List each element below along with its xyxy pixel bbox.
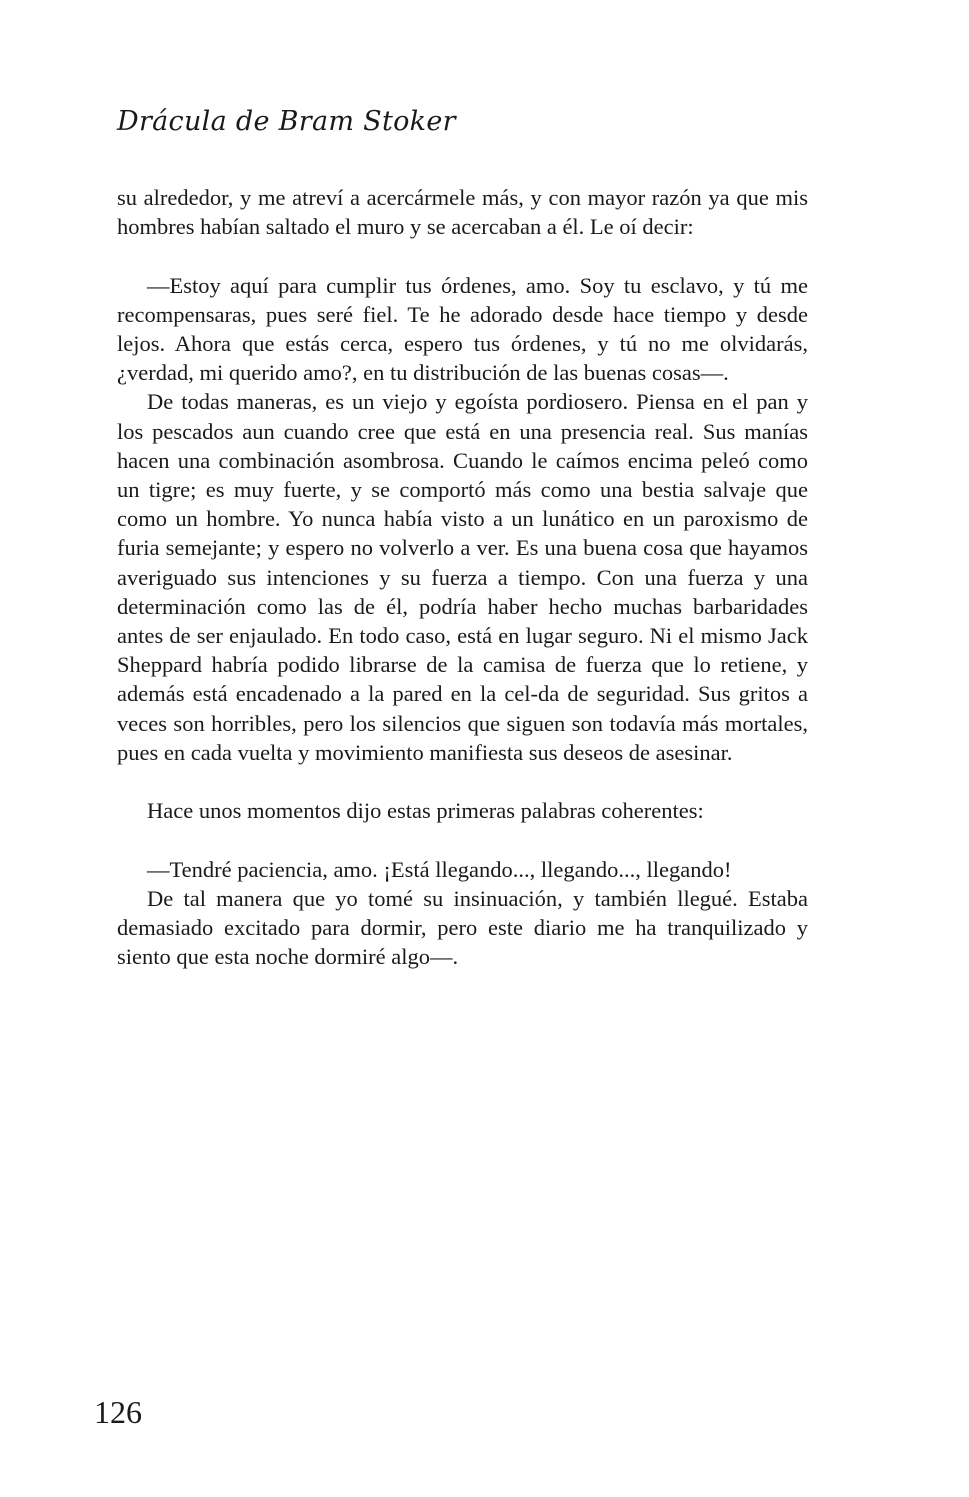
page-number: 126 — [94, 1394, 142, 1430]
paragraph-closing: De tal manera que yo tomé su insinuación, y también llegué. Estaba demasiado excitado para dormir, pero este diario me ha tranquilizado y siento que esta noche dormiré algo—. — [117, 885, 808, 970]
running-head-title: Drácula de Bram Stoker — [117, 106, 456, 137]
paragraph-dialogue-master: —Estoy aquí para cumplir tus órdenes, amo. Soy tu esclavo, y tú me recompensaras, pues seré fiel. Te he adorado desde hace tiempo y desde lejos. Ahora que estás cerca, espero tus órdenes, y tú no me olvidarás, ¿verdad, mi querido amo?, en tu distribución de las buenas cosas—. — [117, 272, 808, 386]
body-text — [117, 183, 808, 971]
paragraph-continuation: su alrededor, y me atreví a acercármele más, y con mayor razón ya que mis hombres habían saltado el muro y se acercaban a él. Le oí decir: — [117, 185, 808, 240]
paragraph-dialogue-patience: —Tendré paciencia, amo. ¡Está llegando..., llegando..., llegando! — [147, 856, 732, 882]
paragraph-coherent-words: Hace unos momentos dijo estas primeras palabras coherentes: — [147, 798, 704, 824]
paragraph-narration: De todas maneras, es un viejo y egoísta pordiosero. Piensa en el pan y los pescados aun cuando cree que está en una presencia real. Sus manías hacen una combinación asombrosa. Cuando le caímos encima peleó como un tigre; es muy fuerte, y se comportó más como una bestia salvaje que como un hombre. Yo nunca había visto a un lunático en un paroxismo de furia semejante; y espero no volverlo a ver. Es una buena cosa que hayamos averiguado sus intenciones y su fuerza a tiempo. Con una fuerza y una determinación como las de él, podría haber hecho muchas barbaridades antes de ser enjaulado. En todo caso, está en lugar seguro. Ni el mismo Jack Sheppard habría podido librarse de la camisa de fuerza que lo retiene, y además está encadenado a la pared en la cel-da de seguridad. Sus gritos a veces son horribles, pero los silencios que siguen son todavía más mortales, pues en cada vuelta y movimiento manifiesta sus deseos de asesinar. — [117, 389, 808, 765]
